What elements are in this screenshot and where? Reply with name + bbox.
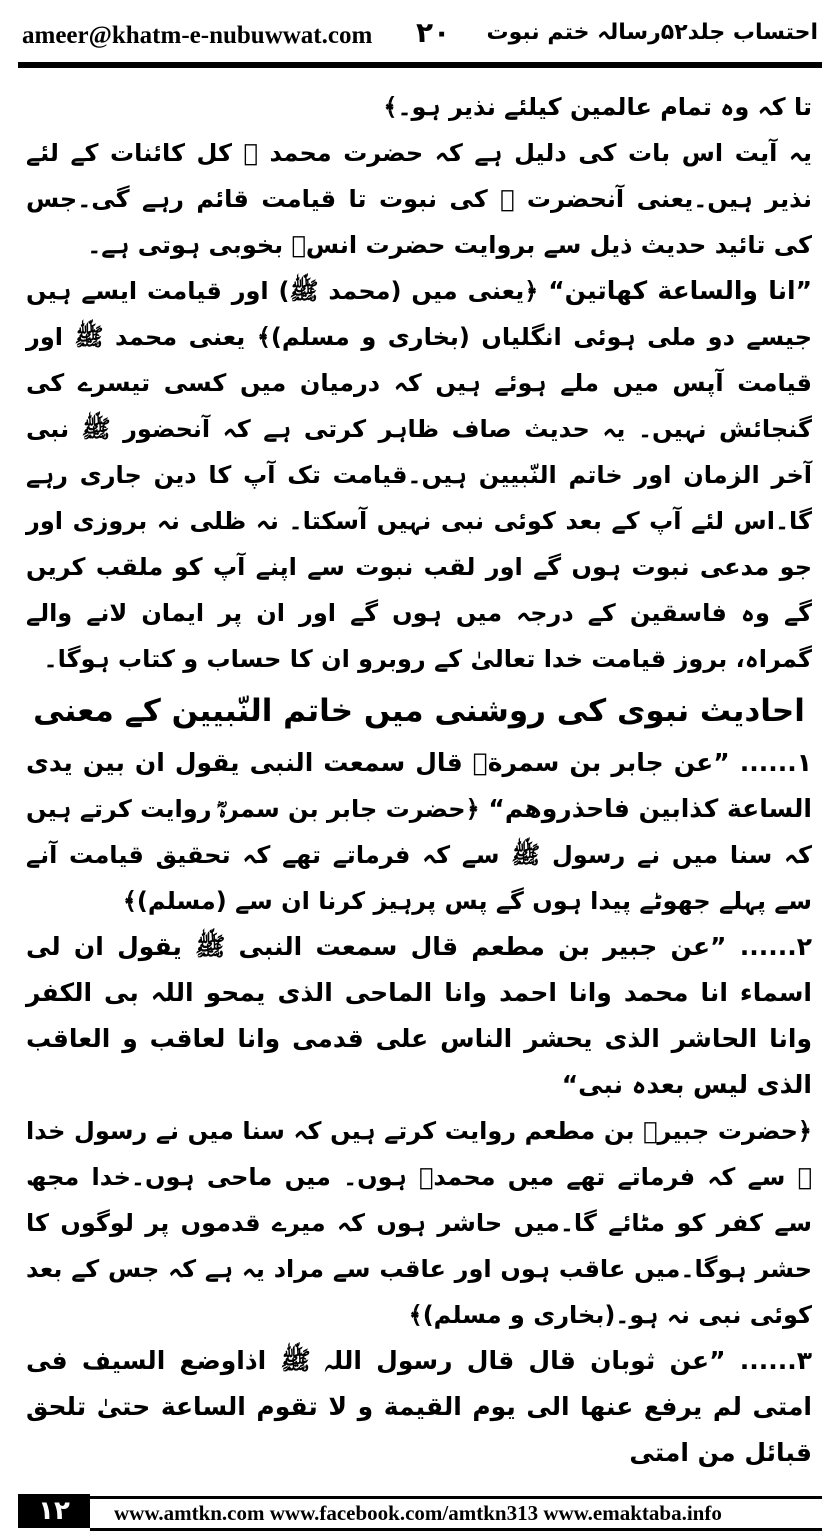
hadith-1-urdu: ﴿حضرت جابر بن سمرہؓ روایت کرتے ہیں کہ سنا میں نے رسول ﷺ سے کہ فرماتے تھے کہ تحقیق قیامت آنے سے پہلے جھوٹے پیدا ہوں گے پس پرہیز کرنا ان سے (مسلم)﴾	[26, 795, 812, 915]
paragraph-1: تا کہ وہ تمام عالمین کیلئے نذیر ہو۔﴾	[383, 93, 812, 121]
hadith-urdu-anas: ﴿یعنی میں (محمد ﷺ) اور قیامت ایسے ہیں جیسے دو ملی ہوئی انگلیاں (بخاری و مسلم)﴾ یعنی محمد ﷺ اور قیامت آپس میں ملے ہوئے ہیں کہ درمیان میں کسی تیسرے کی گنجائش نہیں۔ یہ حدیث صاف ظاہر کرتی ہے کہ آنحضور ﷺ نبی آخر الزمان اور خاتم النّبیین ہیں۔قیامت تک آپ کا دین جاری رہے گا۔اس لئے آپ کے بعد کوئی نبی نہیں آسکتا۔ نہ ظلی نہ بروزی اور جو مدعی نبوت ہوں گے اور لقب نبوت سے اپنے آپ کو ملقب کریں گے وہ فاسقین کے درجہ میں ہوں گے اور ان پر ایمان لانے والے گمراہ، بروز قیامت خدا تعالیٰ کے روبرو ان کا حساب و کتاب ہوگا۔	[26, 277, 812, 673]
header-email: ameer@khatm-e-nubuwwat.com	[22, 22, 373, 49]
hadith-2-number: ۲......	[739, 932, 812, 961]
footer-page-box: ۱۲	[18, 1494, 90, 1528]
hadith-2-urdu: ﴿حضرت جبیرؓ بن مطعم روایت کرتے ہیں کہ سنا میں نے رسول خدا ﷺ سے کہ فرماتے تھے میں محمدؐ ہوں۔ میں ماحی ہوں۔خدا مجھ سے کفر کو مٹائے گا۔میں حاشر ہوں کہ میرے قدموں پر لوگوں کا حشر ہوگا۔میں عاقب ہوں اور عاقب سے مراد یہ ہے کہ جس کے بعد کوئی نبی نہ ہو۔(بخاری و مسلم)﴾	[26, 1117, 812, 1329]
page-footer	[18, 1492, 822, 1532]
hadith-1-arabic: ”عن جابر بن سمرةؓ قال سمعت النبی یقول ان بین یدی الساعة کذابین فاحذروھم“	[26, 748, 812, 823]
page-body	[26, 84, 812, 1476]
header-title: احتساب جلد۵۲رسالہ ختم نبوت	[486, 20, 818, 45]
hadith-2	[26, 924, 812, 1108]
paragraph-2: یہ آیت اس بات کی دلیل ہے کہ حضرت محمد ﷺ کل کائنات کے لئے نذیر ہیں۔یعنی آنحضرت ﷺ کی نبوت تا قیامت قائم رہے گی۔جس کی تائید حدیث ذیل سے بروایت حضرت انسؓ بخوبی ہوتی ہے۔	[26, 139, 812, 259]
hadith-3-number: ۳......	[739, 1346, 812, 1375]
hadith-1	[26, 740, 812, 924]
hadith-arabic-anas: ”انا والساعة کھاتین“	[548, 276, 812, 305]
hadith-2-arabic: ”عن جبیر بن مطعم قال سمعت النبی ﷺ یقول ان لی اسماء انا محمد وانا احمد وانا الماحی الذی یمحو اللہ بی الکفر وانا الحاشر الذی یحشر الناس علی قدمی وانا لعاقب و العاقب الذی لیس بعدہ نبی“	[26, 932, 812, 1099]
page-header	[18, 14, 822, 58]
section-heading: احادیث نبوی کی روشنی میں خاتم النّبیین کے معنی	[33, 693, 805, 729]
hadith-3-arabic: ”عن ثوبان قال قال رسول اللہ ﷺ اذاوضع السیف فی امتی لم یرفع عنھا الی یوم القیمة و لا تقوم الساعة حتیٰ تلحق قبائل من امتی	[26, 1346, 812, 1467]
footer-links: www.amtkn.com www.facebook.com/amtkn313 www.emaktaba.info	[114, 1501, 722, 1525]
header-page-number: ۲۰	[416, 16, 451, 49]
hadith-3	[26, 1338, 812, 1476]
header-rule	[18, 62, 822, 68]
paragraph-3	[26, 268, 812, 682]
footer-rule-bottom	[90, 1528, 822, 1531]
hadith-1-number: ۱......	[739, 748, 812, 777]
